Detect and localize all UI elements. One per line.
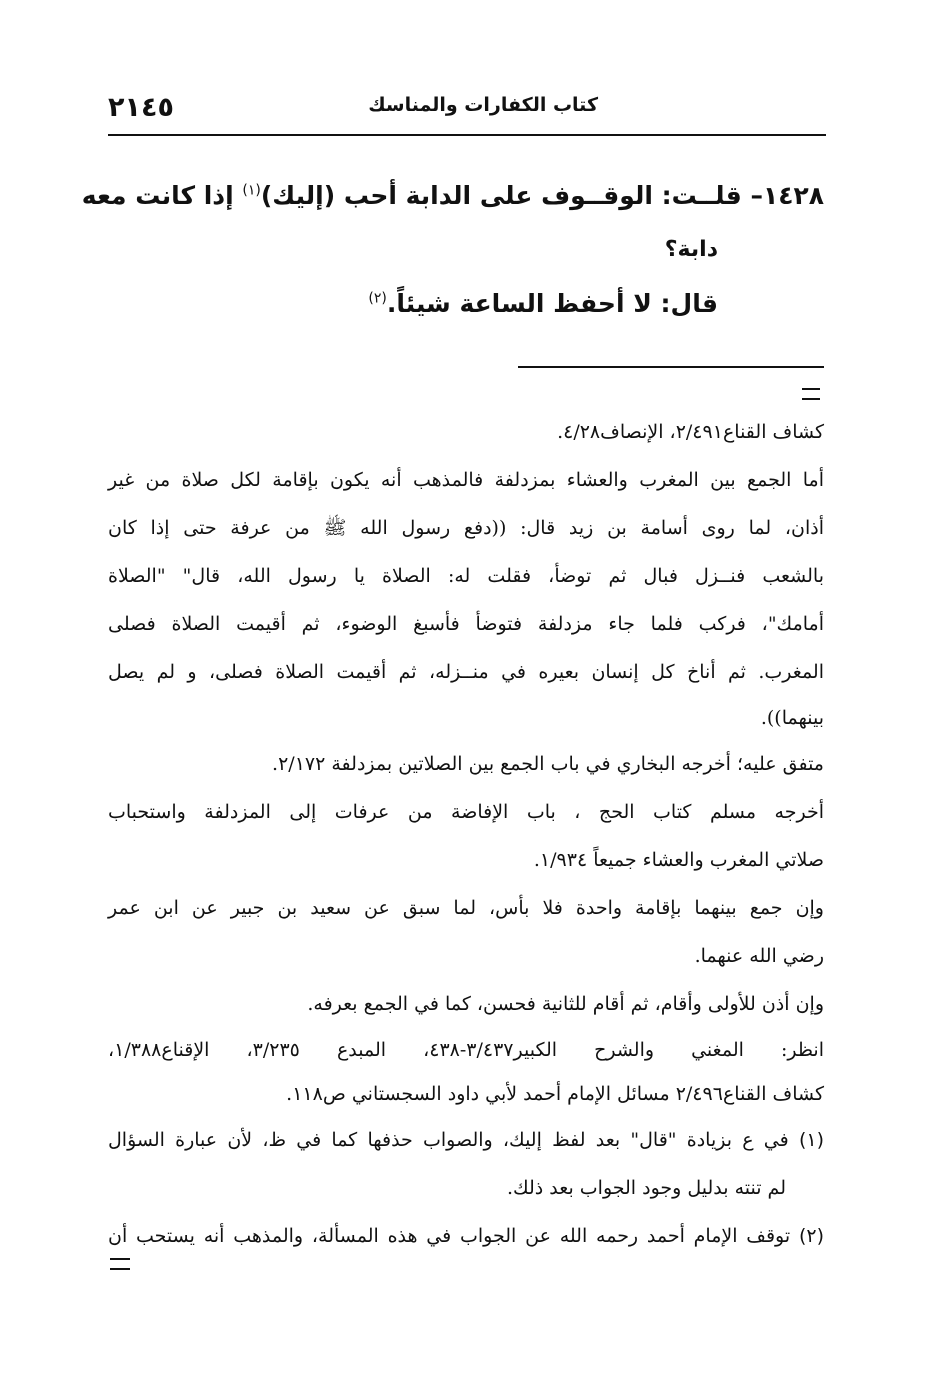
question-line [81, 168, 824, 224]
note-line: بينهما)). [760, 707, 824, 729]
running-head [108, 92, 826, 132]
footnote-1-label: (١) [798, 1129, 824, 1151]
note-line: رضي الله عنهما. [694, 945, 824, 967]
note-line: أما الجمع بين المغرب والعشاء بمزدلفة فالمذهب أنه يكون بإقامة لكل صلاة من غير [108, 469, 824, 491]
footnote-separator [518, 366, 824, 368]
footnote-2-text: توقف الإمام أحمد رحمه الله عن الجواب في هذه المسألة، والمذهب أنه يستحب أن [108, 1225, 799, 1247]
footnote-1-continuation: لم تنته بدليل وجود الجواب بعد ذلك. [506, 1177, 786, 1199]
question-number: ١٤٢٨ [762, 181, 824, 210]
note-line: أذان، لما روى أسامة بن زيد قال: ((دفع رسول الله ﷺ من عرفة حتى إذا كان [108, 517, 824, 539]
question-text-tail: إذا كانت معه [81, 181, 243, 210]
footnote-2 [108, 1212, 824, 1260]
book-title: كتاب الكفارات والمناسك [368, 94, 598, 116]
note-line: كشاف القناع٢/٤٩١، الإنصاف٤/٢٨. [557, 421, 824, 443]
footnote-ref-1[interactable]: (١) [242, 182, 261, 199]
continuation-mark-top [802, 388, 820, 400]
continuation-mark-bottom [110, 1258, 130, 1270]
note-line: وإن أذن للأولى وأقام، ثم أقام للثانية فحسن، كما في الجمع بعرفه. [307, 993, 824, 1015]
note-line: بالشعب فنــزل فبال ثم توضأ، فقلت له: الصلاة يا رسول الله، قال" "الصلاة [108, 565, 824, 587]
footnote-2-label: (٢) [798, 1225, 824, 1247]
note-line: وإن جمع بينهما بإقامة واحدة فلا بأس، لما سبق عن سعيد بن جبير عن ابن عمر [108, 897, 824, 919]
note-line: انظر: المغني والشرح الكبير٣/٤٣٧-٤٣٨، المبدع ٣/٢٣٥، الإقناع١/٣٨٨، [108, 1039, 824, 1061]
answer-text: قال: لا أحفظ الساعة شيئاً. [386, 289, 718, 318]
note-line: المغرب. ثم أناخ كل إنسان بعيره في منــزله، ثم أقيمت الصلاة فصلى، و لم يصل [108, 661, 824, 683]
question-text: – قلــت: الوقــوف على الدابة أحب (إليك) [260, 181, 763, 210]
header-rule [108, 134, 826, 136]
note-line: أخرجه مسلم كتاب الحج ، باب الإفاضة من عرفات إلى المزدلفة واستحباب [108, 801, 824, 823]
main-text [81, 168, 824, 332]
answer-line [110, 276, 718, 332]
note-line: كشاف القناع٢/٤٩٦ مسائل الإمام أحمد لأبي داود السجستاني ص١١٨. [286, 1083, 824, 1105]
note-line: متفق عليه؛ أخرجه البخاري في باب الجمع بين الصلاتين بمزدلفة ٢/١٧٢. [272, 753, 824, 775]
footnote-ref-2[interactable]: (٢) [368, 290, 387, 307]
note-line: أمامك"، فركب فلما جاء مزدلفة فتوضأ فأسبغ الوضوء، ثم أقيمت الصلاة فصلى [108, 613, 824, 635]
question-continuation: دابة؟ [664, 237, 718, 262]
footnote-1-text: في ع بزيادة "قال" بعد لفظ إليك، والصواب حذفها كما في ظ، لأن عبارة السؤال [108, 1129, 799, 1151]
notes-block [108, 408, 824, 1260]
footnote-1 [108, 1116, 824, 1164]
note-line: صلاتي المغرب والعشاء جميعاً ١/٩٣٤. [533, 849, 824, 871]
page-number: ٢١٤٥ [108, 92, 174, 123]
